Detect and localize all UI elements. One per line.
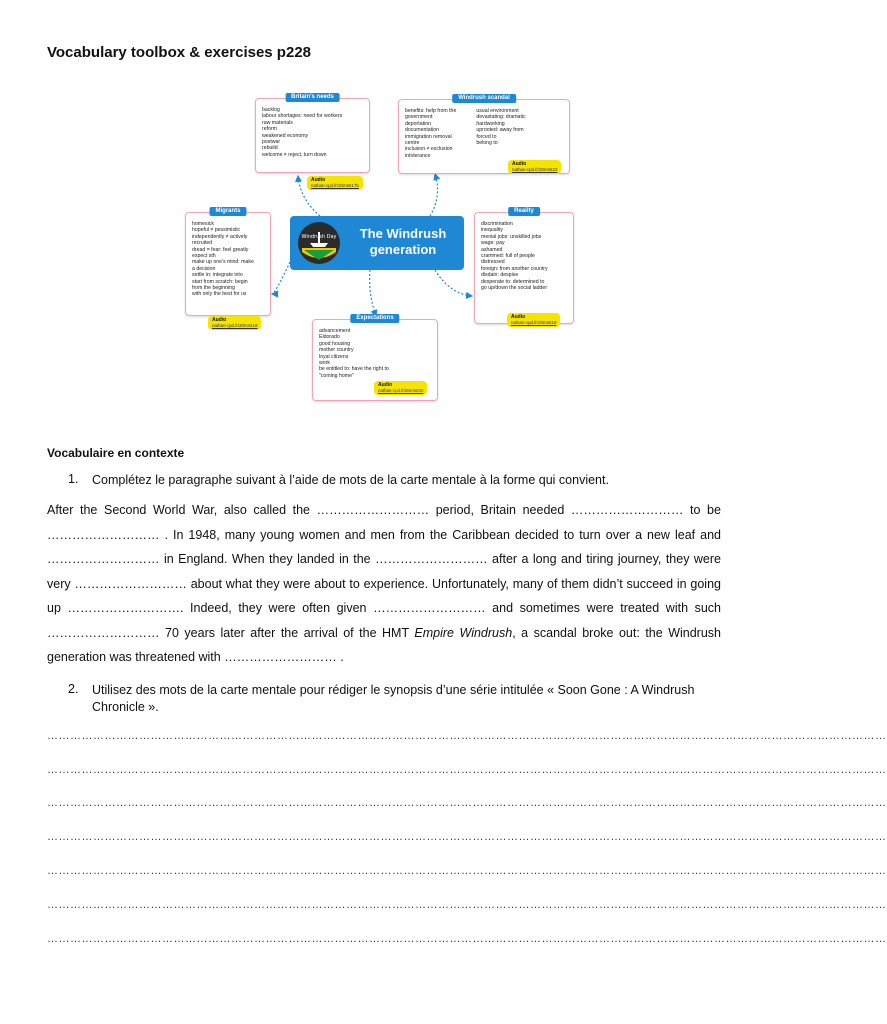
text-segment: . bbox=[340, 650, 344, 664]
vocab-entry: deportation bbox=[405, 120, 431, 127]
vocab-entry: expect sth bbox=[192, 253, 216, 260]
blank-6[interactable]: ……………………… bbox=[74, 576, 187, 591]
audio-link[interactable]: nathan-cpd.fr/20mmt22 bbox=[512, 167, 558, 172]
audio-reality[interactable] bbox=[507, 313, 560, 327]
vocab-entry: welcome ≠ reject, turn down bbox=[262, 151, 327, 158]
blank-7[interactable]: ……………………… bbox=[67, 601, 180, 615]
vocab-entry: loyal citizens bbox=[319, 353, 349, 360]
vocab-entry: from the beginning bbox=[192, 285, 235, 292]
answer-line[interactable]: ………………………………………………………………………………………………………………………………………………………………………………………………… bbox=[47, 899, 887, 911]
vocab-entry: "coming home" bbox=[319, 372, 354, 379]
vocab-entry: reform bbox=[262, 126, 277, 133]
text-segment: . Indeed, they were often given bbox=[180, 601, 367, 615]
text-segment: After the Second World War, also called the bbox=[47, 503, 311, 517]
box-britains-needs bbox=[255, 94, 370, 173]
vocab-entry: benefits: help from the bbox=[405, 108, 457, 114]
vocab-entry: settle in: integrate into bbox=[192, 272, 243, 279]
section-title: Vocabulaire en contexte bbox=[47, 446, 185, 460]
vocab-entry: raw materials bbox=[262, 119, 293, 126]
vocab-entry: usual environment bbox=[476, 108, 519, 114]
vocab-entry: homesick bbox=[192, 221, 214, 227]
windrush-badge-icon bbox=[298, 222, 340, 264]
page-title: Vocabulary toolbox & exercises p228 bbox=[47, 44, 312, 61]
vocab-entry: independently ≠ actively bbox=[192, 233, 248, 240]
box-word-list bbox=[186, 213, 270, 302]
question-number: 1. bbox=[68, 472, 79, 486]
box-title: Reality bbox=[508, 207, 540, 216]
vocab-entry: make up one's mind: make bbox=[192, 259, 254, 266]
vocab-entry: forced to bbox=[476, 133, 497, 140]
vocab-entry: Eldorado bbox=[319, 334, 340, 341]
vocab-entry: good housing bbox=[319, 340, 351, 347]
vocab-entry: hopeful ≠ pessimistic bbox=[192, 227, 241, 234]
answer-line[interactable]: ………………………………………………………………………………………………………………………………………………………………………………………………… bbox=[47, 730, 887, 742]
vocab-entry: crammed: full of people bbox=[481, 253, 535, 260]
vocab-entry: ashamed bbox=[481, 246, 503, 253]
badge-text: Windrush Day bbox=[301, 234, 337, 240]
box-word-list bbox=[256, 99, 369, 162]
vocab-entry: with only the best for us bbox=[192, 291, 247, 298]
vocab-entry: be entitled to: have the right to bbox=[319, 366, 389, 373]
ship-name: Empire Windrush bbox=[414, 625, 513, 640]
vocab-entry: devastating: dramatic bbox=[476, 114, 526, 121]
vocab-entry: disdain: despise bbox=[481, 272, 519, 279]
vocab-entry: work bbox=[319, 360, 330, 367]
answer-line[interactable]: ………………………………………………………………………………………………………………………………………………………………………………………………… bbox=[47, 797, 887, 809]
vocab-entry: immigration removal bbox=[405, 133, 452, 140]
vocab-entry: wage: pay bbox=[481, 240, 505, 247]
vocab-entry: advancement bbox=[319, 328, 351, 334]
question-text: Complétez le paragraphe suivant à l’aide de mots de la carte mentale à la forme qui convient. bbox=[92, 473, 609, 487]
vocab-entry: desperate to: determined to bbox=[481, 278, 545, 285]
vocab-entry: distressed bbox=[481, 259, 505, 266]
vocab-entry: inclusion ≠ exclusion bbox=[405, 146, 453, 153]
mind-map bbox=[180, 84, 580, 404]
vocab-entry: go up/down the social ladder bbox=[481, 285, 548, 292]
box-reality bbox=[474, 208, 574, 324]
audio-label: Audio bbox=[512, 161, 527, 167]
blank-5[interactable]: ……………………… bbox=[375, 552, 488, 566]
audio-expectations[interactable] bbox=[374, 381, 427, 395]
text-segment: about what they were about to experience. Unfortunately, many of them didn’t succeed in going up bbox=[47, 576, 721, 615]
audio-label: Audio bbox=[311, 177, 326, 183]
vocab-entry: backlog bbox=[262, 107, 280, 113]
vocab-entry: dread = fear: feel greatly bbox=[192, 246, 249, 253]
vocab-entry: postwar bbox=[262, 139, 281, 146]
text-segment: . In 1948, many young women and men from the Caribbean decided to turn over a new leaf and bbox=[164, 527, 721, 542]
audio-link[interactable]: nathan-cpd.fr/20mmt18 bbox=[212, 323, 258, 328]
vocab-entry: a decision bbox=[192, 265, 216, 272]
vocab-entry: labour shortages: need for workers bbox=[262, 113, 343, 120]
answer-line[interactable]: ………………………………………………………………………………………………………………………………………………………………………………………………… bbox=[47, 865, 887, 877]
vocab-entry: government bbox=[405, 114, 433, 121]
answer-line[interactable]: ………………………………………………………………………………………………………………………………………………………………………………………………… bbox=[47, 933, 887, 945]
blank-2[interactable]: ……………………… bbox=[570, 503, 684, 517]
blank-8[interactable]: ……………………… bbox=[373, 601, 486, 615]
vocab-entry: weakened economy bbox=[262, 132, 309, 139]
audio-link[interactable]: nathan-cpd.fr/20mmt17b bbox=[311, 183, 359, 188]
vocab-entry: hardworking bbox=[476, 120, 505, 127]
text-segment: , a scandal broke out: the Windrush generation was threatened with bbox=[47, 625, 721, 664]
vocab-entry: documentation bbox=[405, 127, 440, 134]
cloze-paragraph bbox=[47, 498, 721, 670]
text-segment: to be bbox=[690, 503, 721, 517]
vocab-entry: rebuild bbox=[262, 145, 278, 152]
box-title: Migrants bbox=[209, 207, 246, 216]
box-word-list bbox=[475, 213, 573, 295]
vocab-entry: belong to bbox=[476, 140, 498, 147]
audio-label: Audio bbox=[212, 317, 227, 323]
text-segment: period, Britain needed bbox=[435, 503, 565, 517]
question-text: Utilisez des mots de la carte mentale pour rédiger le synopsis d’une série intitulée « Soon Gone : A Windrush Chronicle ». bbox=[92, 683, 695, 714]
text-segment: 70 years later after the arrival of the HMT bbox=[165, 625, 409, 640]
box-word-list bbox=[313, 320, 437, 383]
box-title: Britain's needs bbox=[285, 93, 340, 102]
mind-map-center bbox=[290, 216, 464, 270]
blank-3[interactable]: ……………………… bbox=[47, 527, 160, 542]
audio-label: Audio bbox=[511, 314, 526, 320]
audio-link[interactable]: nathan-cpd.fr/20mmt19 bbox=[511, 320, 557, 325]
answer-line[interactable]: ………………………………………………………………………………………………………………………………………………………………………………………………… bbox=[47, 831, 887, 843]
box-word-list bbox=[405, 108, 456, 159]
audio-migrants[interactable] bbox=[208, 316, 261, 330]
box-word-list bbox=[476, 108, 525, 159]
box-title: Windrush scandal bbox=[452, 94, 516, 103]
audio-windrush-scandal[interactable] bbox=[508, 160, 561, 174]
vocab-entry: recruited bbox=[192, 240, 213, 247]
audio-britains-needs[interactable] bbox=[307, 176, 363, 190]
vocab-entry: foreign: from another country bbox=[481, 265, 548, 272]
question-number: 2. bbox=[68, 682, 79, 696]
box-title: Expectations bbox=[350, 314, 399, 323]
text-segment: and sometimes were treated with such bbox=[492, 601, 722, 615]
box-migrants bbox=[185, 208, 271, 316]
vocab-entry: mother country bbox=[319, 347, 354, 354]
text-segment: in England. When they landed in the bbox=[163, 552, 371, 566]
blank-10[interactable]: ……………………… bbox=[224, 650, 337, 664]
blank-9[interactable]: ……………………… bbox=[47, 625, 160, 640]
text-segment: after a long and tiring journey, they were very bbox=[47, 552, 721, 591]
vocab-entry: intolerance bbox=[405, 152, 431, 159]
answer-line[interactable]: ………………………………………………………………………………………………………………………………………………………………………………………………… bbox=[47, 764, 887, 776]
vocab-entry: centre bbox=[405, 140, 420, 147]
blank-4[interactable]: ……………………… bbox=[47, 552, 160, 566]
audio-label: Audio bbox=[378, 382, 393, 388]
vocab-entry: menial jobs: unskilled jobs bbox=[481, 233, 542, 240]
vocab-entry: uprooted: away from bbox=[476, 127, 524, 134]
mind-map-title: The Windrush generation bbox=[359, 226, 447, 257]
blank-1[interactable]: ……………………… bbox=[316, 503, 430, 517]
vocab-entry: start from scratch: begin bbox=[192, 278, 248, 285]
vocab-entry: inequality bbox=[481, 227, 503, 234]
audio-link[interactable]: nathan-cpd.fr/20mmt20 bbox=[378, 388, 424, 393]
vocab-entry: discrimination bbox=[481, 221, 513, 227]
